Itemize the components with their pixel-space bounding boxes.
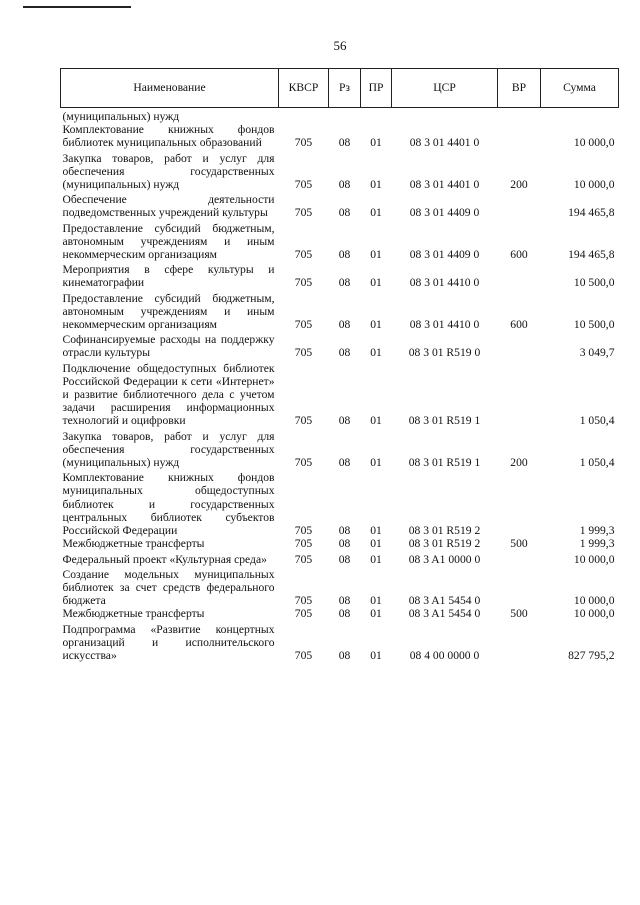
row-rz: 08 (338, 607, 351, 621)
row-sum: 10 000,0 (573, 552, 615, 566)
table-row (61, 108, 619, 124)
table-body (61, 108, 619, 663)
row-rz: 08 (338, 648, 351, 662)
row-csr: 08 3 A1 5454 0 (408, 607, 481, 621)
row-rz: 08 (338, 318, 351, 332)
row-rz: 08 (338, 552, 351, 566)
row-rz: 08 (338, 346, 351, 360)
row-csr: 08 3 A1 0000 0 (408, 552, 481, 566)
row-kvsr: 705 (294, 594, 313, 608)
budget-table (60, 68, 619, 662)
table-row (61, 193, 619, 221)
row-rz: 08 (338, 524, 351, 538)
row-pr: 01 (370, 248, 382, 262)
row-rz: 08 (338, 276, 351, 290)
row-kvsr: 705 (294, 346, 313, 360)
row-vr (498, 263, 541, 291)
row-kvsr: 705 (294, 414, 313, 428)
table-row (61, 362, 619, 430)
header-csr: ЦСР (392, 69, 498, 108)
row-sum: 1 050,4 (579, 414, 615, 428)
table-row (61, 553, 619, 568)
row-pr: 01 (370, 136, 382, 150)
row-csr (392, 108, 498, 124)
row-vr (498, 333, 541, 361)
row-csr: 08 3 01 4410 0 (409, 276, 480, 290)
row-pr: 01 (370, 276, 382, 290)
row-vr (498, 362, 541, 430)
row-vr: 200 (510, 456, 528, 470)
table-row (61, 607, 619, 622)
row-name: Межбюджетные трансферты (62, 607, 205, 621)
row-kvsr: 705 (294, 537, 313, 551)
row-pr: 01 (370, 524, 382, 538)
row-rz: 08 (338, 537, 351, 551)
row-name: Комплектование книжных фондов муниципальных общедоступных библиотек и государственных центральных библиотек субъектов Российской Федерации (62, 471, 275, 538)
row-sum: 827 795,2 (568, 648, 615, 662)
row-pr: 01 (370, 552, 382, 566)
table-row (61, 537, 619, 552)
row-rz: 08 (338, 136, 351, 150)
header-kvsr: КВСР (279, 69, 329, 108)
row-pr: 01 (370, 648, 382, 662)
row-vr (498, 568, 541, 608)
row-csr: 08 4 00 0000 0 (409, 648, 480, 662)
row-vr: 200 (510, 178, 528, 192)
row-kvsr: 705 (294, 552, 313, 566)
row-rz: 08 (338, 206, 351, 220)
row-pr: 01 (370, 594, 382, 608)
table-row (61, 471, 619, 537)
row-pr: 01 (370, 414, 382, 428)
row-vr (498, 108, 541, 124)
row-pr: 01 (370, 206, 382, 220)
row-kvsr (279, 108, 329, 124)
row-vr: 600 (510, 248, 528, 262)
row-pr: 01 (370, 346, 382, 360)
row-csr: 08 3 01 R519 1 (408, 414, 481, 428)
row-vr (498, 123, 541, 151)
row-rz (329, 108, 361, 124)
row-csr: 08 3 01 4401 0 (409, 136, 480, 150)
row-name: Обеспечение деятельности подведомственных учреждений культуры (62, 193, 275, 220)
row-name: Межбюджетные трансферты (62, 537, 205, 551)
row-sum: 10 500,0 (573, 318, 615, 332)
row-vr (498, 471, 541, 537)
row-name: Федеральный проект «Культурная среда» (62, 552, 267, 566)
table-row (61, 623, 619, 663)
row-vr (498, 553, 541, 568)
row-pr: 01 (370, 178, 382, 192)
row-csr: 08 3 01 R519 1 (408, 456, 481, 470)
row-pr (361, 108, 392, 124)
header-vr: ВР (498, 69, 541, 108)
row-pr: 01 (370, 456, 382, 470)
row-sum: 10 500,0 (573, 276, 615, 290)
row-rz: 08 (338, 248, 351, 262)
row-kvsr: 705 (294, 456, 313, 470)
row-name: Закупка товаров, работ и услуг для обеспечения государственных (муниципальных) нужд (62, 429, 275, 470)
row-pr: 01 (370, 607, 382, 621)
row-csr: 08 3 01 R519 2 (408, 524, 481, 538)
table-row (61, 222, 619, 264)
row-sum: 1 999,3 (579, 524, 615, 538)
row-sum: 194 465,8 (568, 248, 615, 262)
table-row (61, 568, 619, 608)
table-row (61, 123, 619, 151)
row-rz: 08 (338, 178, 351, 192)
table-row (61, 430, 619, 472)
table-header-row (61, 69, 619, 108)
row-csr: 08 3 01 R519 2 (408, 537, 481, 551)
row-rz: 08 (338, 594, 351, 608)
row-sum: 10 000,0 (573, 607, 615, 621)
row-sum: 1 050,4 (579, 456, 615, 470)
row-name: Мероприятия в сфере культуры и кинематографии (62, 263, 275, 290)
row-name: Предоставление субсидий бюджетным, автономным учреждениям и иным некоммерческим организациям (62, 221, 275, 262)
page-number: 56 (333, 38, 347, 53)
row-vr: 500 (510, 607, 528, 621)
header-name: Наименование (61, 69, 279, 108)
row-name: Подключение общедоступных библиотек Российской Федерации к сети «Интернет» и развитие библиотечного дела с учетом задачи расширения информационных технологий и оцифровки (62, 361, 275, 428)
header-rz: Рз (329, 69, 361, 108)
row-kvsr: 705 (294, 318, 313, 332)
row-sum: 10 000,0 (573, 136, 615, 150)
row-csr: 08 3 A1 5454 0 (408, 594, 481, 608)
row-kvsr: 705 (294, 136, 313, 150)
row-kvsr: 705 (294, 524, 313, 538)
table-row (61, 263, 619, 291)
table-row (61, 152, 619, 194)
row-csr: 08 3 01 4401 0 (409, 178, 480, 192)
row-rz: 08 (338, 456, 351, 470)
row-vr (498, 623, 541, 663)
row-sum: 3 049,7 (579, 346, 615, 360)
row-vr: 500 (510, 537, 528, 551)
row-sum: 1 999,3 (579, 537, 615, 551)
row-name: Закупка товаров, работ и услуг для обеспечения государственных (муниципальных) нужд (62, 151, 275, 192)
table-row (61, 333, 619, 361)
row-pr: 01 (370, 537, 382, 551)
row-kvsr: 705 (294, 206, 313, 220)
row-csr: 08 3 01 4409 0 (409, 248, 480, 262)
row-vr (498, 193, 541, 221)
row-sum: 194 465,8 (568, 206, 615, 220)
row-name: Комплектование книжных фондов библиотек муниципальных образований (62, 123, 275, 150)
table-row (61, 292, 619, 334)
row-name: Предоставление субсидий бюджетным, автономным учреждениям и иным некоммерческим организациям (62, 291, 275, 332)
header-pr: ПР (361, 69, 392, 108)
header-sum: Сумма (541, 69, 619, 108)
row-csr: 08 3 01 4409 0 (409, 206, 480, 220)
row-kvsr: 705 (294, 607, 313, 621)
row-sum: 10 000,0 (573, 178, 615, 192)
row-pr: 01 (370, 318, 382, 332)
row-name: Софинансируемые расходы на поддержку отрасли культуры (62, 333, 275, 360)
row-vr: 600 (510, 318, 528, 332)
row-kvsr: 705 (294, 248, 313, 262)
row-name: Подпрограмма «Развитие концертных организаций и исполнительского искусства» (62, 622, 275, 662)
row-rz: 08 (338, 414, 351, 428)
row-csr: 08 3 01 4410 0 (409, 318, 480, 332)
row-kvsr: 705 (294, 648, 313, 662)
row-name: Создание модельных муниципальных библиотек за счет средств федерального бюджета (62, 567, 275, 608)
row-sum: 10 000,0 (573, 594, 615, 608)
row-sum (541, 108, 619, 124)
row-csr: 08 3 01 R519 0 (408, 346, 481, 360)
row-kvsr: 705 (294, 276, 313, 290)
row-name: (муниципальных) нужд (62, 110, 180, 123)
row-kvsr: 705 (294, 178, 313, 192)
top-rule (23, 6, 131, 8)
